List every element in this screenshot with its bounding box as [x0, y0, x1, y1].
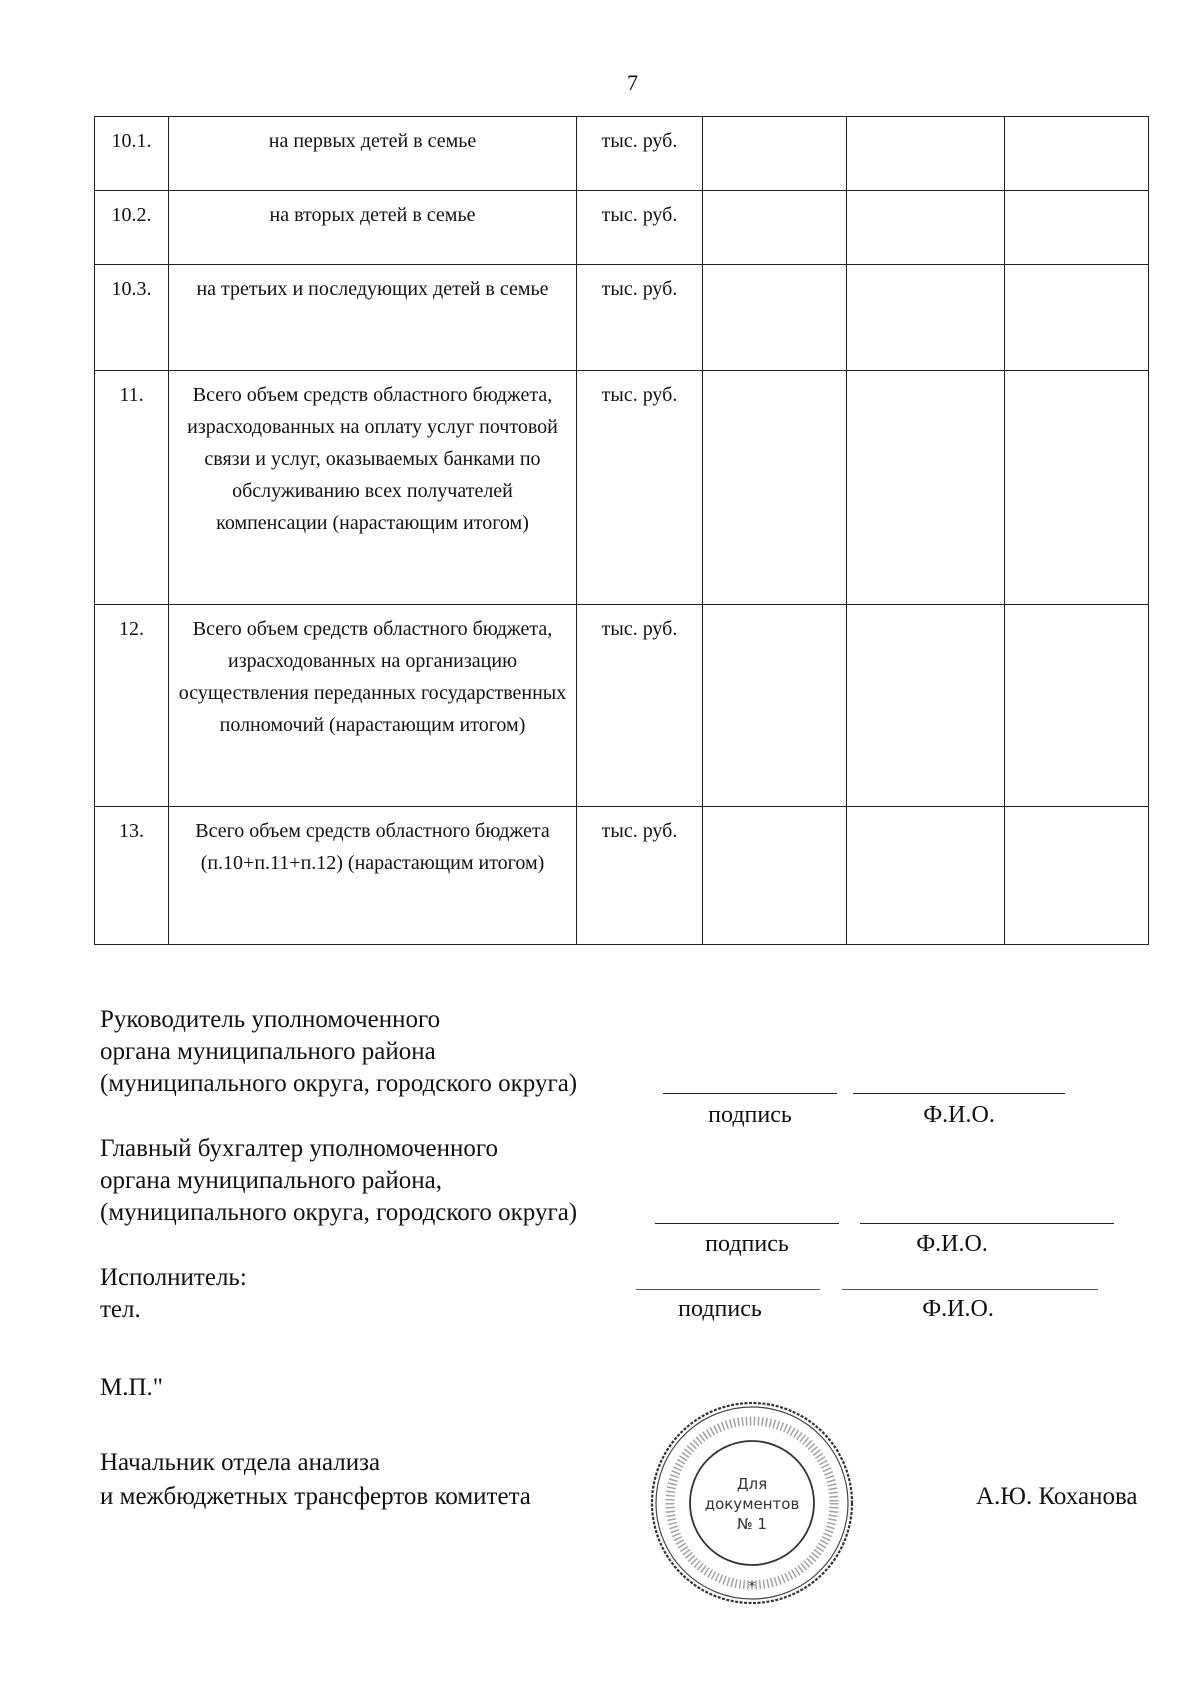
value-cell [847, 191, 1005, 265]
row-number: 11. [95, 371, 169, 605]
phone-label: тел. [100, 1296, 141, 1323]
accountant-title-line1: Главный бухгалтер уполномоченного [100, 1135, 498, 1162]
row-description: на вторых детей в семье [169, 191, 577, 265]
executor-label: Исполнитель: [100, 1264, 247, 1291]
row-number: 13. [95, 807, 169, 945]
row-unit: тыс. руб. [577, 807, 703, 945]
official-stamp [644, 1395, 860, 1611]
value-cell [847, 605, 1005, 807]
head-name-line [853, 1093, 1065, 1094]
head-title-line2: органа муниципального района [100, 1038, 436, 1065]
row-number: 10.1. [95, 117, 169, 191]
value-cell [703, 191, 847, 265]
table-row [95, 117, 1149, 191]
row-description: Всего объем средств областного бюджета, израсходованных на организацию осуществления переданных государственных полномочий (нарастающим итогом) [169, 605, 577, 807]
table-row [95, 191, 1149, 265]
accountant-name-line [860, 1223, 1114, 1224]
row-unit: тыс. руб. [577, 117, 703, 191]
value-cell [1005, 807, 1149, 945]
head-signature-caption: подпись [708, 1102, 792, 1128]
value-cell [847, 807, 1005, 945]
row-description: Всего объем средств областного бюджета, израсходованных на оплату услуг почтовой связи и услуг, оказываемых банками по обслуживанию всех получателей компенсации (нарастающим итогом) [169, 371, 577, 605]
stamp-center-line1: Для [736, 1475, 768, 1493]
row-unit: тыс. руб. [577, 371, 703, 605]
value-cell [703, 117, 847, 191]
accountant-signature-caption: подпись [705, 1231, 789, 1257]
table-row [95, 265, 1149, 371]
report-table [94, 116, 1149, 945]
table-row [95, 807, 1149, 945]
star-icon: * [748, 1579, 756, 1595]
row-number: 12. [95, 605, 169, 807]
executor-name-line [842, 1289, 1098, 1290]
value-cell [703, 605, 847, 807]
row-unit: тыс. руб. [577, 191, 703, 265]
head-title-line1: Руководитель уполномоченного [100, 1006, 441, 1033]
stamp-center-line3: № 1 [737, 1515, 767, 1533]
footer-title-line1: Начальник отдела анализа [100, 1449, 381, 1476]
value-cell [1005, 265, 1149, 371]
value-cell [847, 117, 1005, 191]
row-number: 10.2. [95, 191, 169, 265]
value-cell [703, 371, 847, 605]
footer-title-line2: и межбюджетных трансфертов комитета [100, 1483, 531, 1510]
stamp-center-line2: документов [704, 1495, 800, 1513]
value-cell [703, 265, 847, 371]
executor-name-caption: Ф.И.О. [922, 1296, 994, 1322]
row-unit: тыс. руб. [577, 605, 703, 807]
executor-signature-caption: подпись [678, 1296, 762, 1322]
accountant-title-line2: органа муниципального района, [100, 1167, 442, 1194]
table-row [95, 371, 1149, 605]
head-title-line3: (муниципального округа, городского округа) [100, 1070, 578, 1097]
head-name-caption: Ф.И.О. [923, 1102, 995, 1128]
executor-signature-line [636, 1289, 820, 1290]
value-cell [847, 265, 1005, 371]
row-description: на третьих и последующих детей в семье [169, 265, 577, 371]
page-number: 7 [627, 70, 638, 95]
accountant-signature-line [655, 1223, 839, 1224]
accountant-name-caption: Ф.И.О. [916, 1231, 988, 1257]
footer-signer-name: А.Ю. Коханова [976, 1483, 1138, 1510]
seal-place-label: М.П." [100, 1374, 163, 1401]
value-cell [1005, 371, 1149, 605]
row-description: Всего объем средств областного бюджета (п.10+п.11+п.12) (нарастающим итогом) [169, 807, 577, 945]
value-cell [1005, 117, 1149, 191]
accountant-title-line3: (муниципального округа, городского округа) [100, 1199, 578, 1226]
value-cell [1005, 191, 1149, 265]
value-cell [1005, 605, 1149, 807]
head-signature-line [663, 1093, 837, 1094]
row-description: на первых детей в семье [169, 117, 577, 191]
row-number: 10.3. [95, 265, 169, 371]
value-cell [847, 371, 1005, 605]
value-cell [703, 807, 847, 945]
table-row [95, 605, 1149, 807]
row-unit: тыс. руб. [577, 265, 703, 371]
